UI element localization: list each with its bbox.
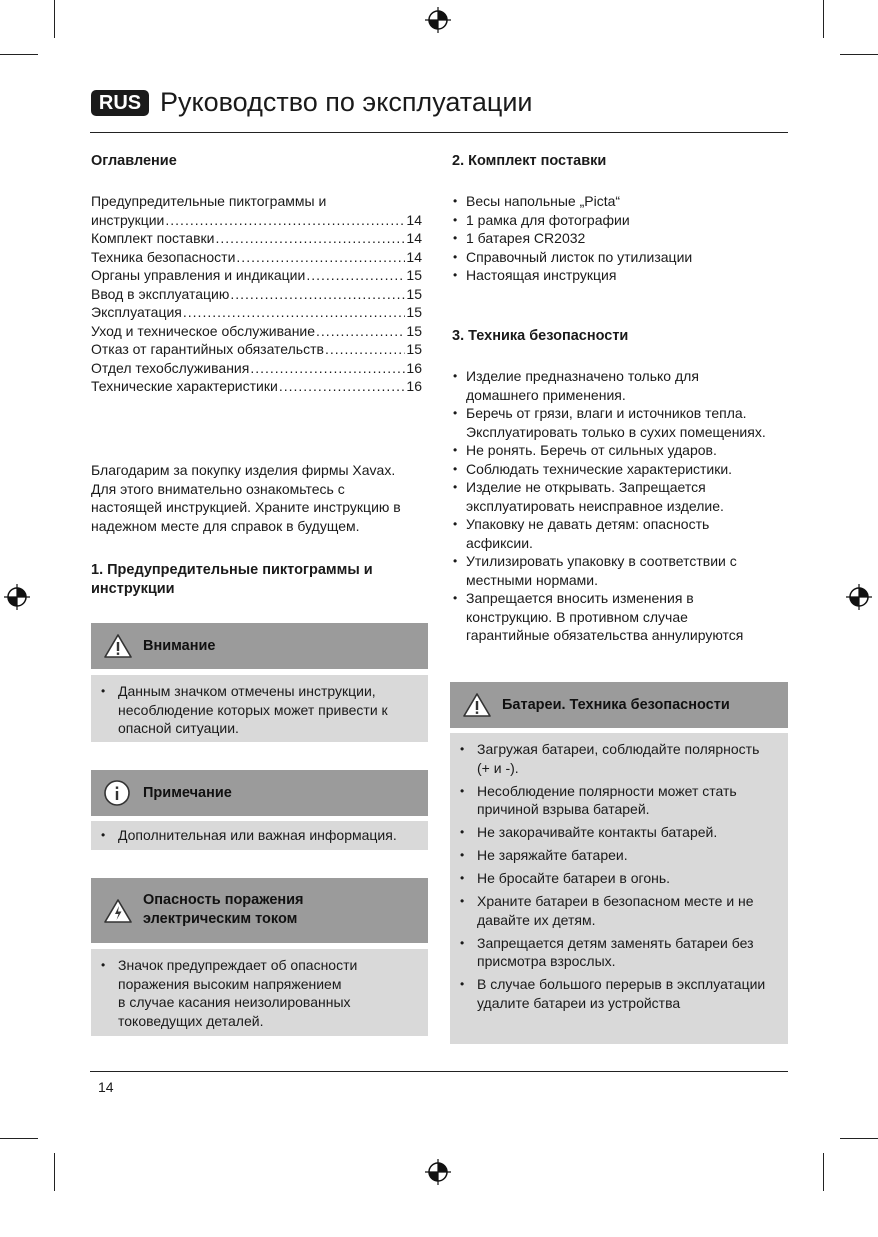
toc-entry-title: Технические характеристики: [91, 378, 278, 394]
crop-mark: [0, 54, 38, 55]
section-2-heading: 2. Комплект поставки: [452, 153, 607, 169]
toc-entry-page: 14: [406, 211, 422, 228]
safety-list: [452, 367, 792, 645]
warning-label: Внимание: [143, 637, 216, 654]
text-line: • Не заряжайте батареи.: [477, 847, 628, 863]
text-line: • Утилизировать упаковку в соответствии с: [466, 553, 737, 569]
label-line: электрическим током: [143, 911, 298, 927]
toc-entry: [91, 340, 422, 359]
list-item: [452, 441, 792, 460]
list-item: [450, 740, 788, 777]
toc-entry-title: Отказ от гарантийных обязательств: [91, 341, 324, 357]
text-line: • Изделие предназначено только для: [466, 368, 699, 384]
toc-entry-page: 16: [406, 378, 422, 394]
batteries-box-body: [450, 733, 788, 1044]
registration-mark-icon: [425, 7, 451, 33]
intro-line: Благодарим за покупку изделия фирмы Xavax.: [91, 462, 396, 478]
toc-entry-page: 14: [406, 248, 422, 265]
footer-rule: [90, 1071, 788, 1072]
list-item: [450, 892, 788, 929]
text-line: опасной ситуации.: [118, 720, 239, 736]
list-item: [452, 478, 792, 515]
label-line: Опасность поражения: [143, 892, 304, 908]
text-line: • Несоблюдение полярности может стать: [477, 782, 737, 799]
page-number: 14: [98, 1079, 114, 1095]
crop-mark: [823, 1153, 824, 1191]
registration-mark-icon: [4, 584, 30, 610]
warning-box-header: [91, 623, 428, 669]
language-badge: RUS: [91, 90, 149, 116]
text-line: • Значок предупреждает об опасности: [118, 957, 358, 973]
text-line: гарантийные обязательства аннулируются: [466, 627, 744, 643]
warning-box-body: [91, 675, 428, 742]
list-item: [91, 956, 428, 1030]
toc-entry-page: 15: [406, 304, 422, 320]
toc-list: [91, 211, 422, 396]
text-line: присмотра взрослых.: [477, 953, 616, 969]
toc-entry-page: 15: [406, 322, 422, 339]
toc-entry-title: Ввод в эксплуатацию: [91, 285, 230, 302]
crop-mark: [840, 1138, 878, 1139]
list-item: • 1 батарея CR2032: [452, 229, 792, 248]
toc-entry-title: Техника безопасности: [91, 248, 236, 265]
text-line: удалите батареи из устройства: [477, 994, 681, 1011]
page-title: Руководство по эксплуатации: [160, 87, 533, 117]
text-line: • Соблюдать технические характеристики.: [466, 460, 733, 477]
text-line: давайте их детям.: [477, 911, 596, 928]
text-line: • Не ронять. Беречь от сильных ударов.: [466, 442, 717, 458]
text-line: поражения высоким напряжением: [118, 975, 342, 992]
crop-mark: [0, 1138, 38, 1139]
list-item: [450, 846, 788, 865]
text-line: • Данным значком отмечены инструкции,: [118, 683, 376, 699]
table-of-contents: [91, 192, 422, 396]
toc-entry-title: инструкции: [91, 211, 165, 228]
text-line: • Запрещается детям заменять батареи без: [477, 934, 754, 951]
toc-entry-page: 16: [406, 359, 422, 376]
text-line: • Упаковку не давать детям: опасность: [466, 516, 710, 532]
note-label: Примечание: [143, 784, 232, 801]
electric-shock-icon: [103, 898, 133, 924]
note-box-body: [91, 821, 428, 850]
toc-entry: [91, 377, 422, 396]
text-line: • Беречь от грязи, влаги и источников тепла.: [466, 405, 747, 421]
batteries-box-header: [450, 682, 788, 728]
toc-intro-line: Предупредительные пиктограммы и: [91, 193, 327, 209]
text-line: • В случае большого перерыв в эксплуатации: [477, 976, 766, 992]
list-item: [91, 682, 428, 738]
text-line: причиной взрыва батарей.: [477, 801, 650, 817]
intro-line: надежном месте для справок в будущем.: [91, 517, 360, 534]
toc-entry: [91, 303, 422, 322]
delivery-list: [452, 192, 792, 285]
toc-entry: [91, 359, 422, 378]
toc-entry: [91, 266, 422, 285]
crop-mark: [823, 0, 824, 38]
list-item: [450, 975, 788, 1012]
list-item: • Справочный листок по утилизации: [452, 248, 792, 267]
crop-mark: [54, 1153, 55, 1191]
registration-mark-icon: [425, 1159, 451, 1185]
text-line: • Храните батареи в безопасном месте и не: [477, 893, 754, 909]
list-item: [452, 552, 792, 589]
toc-entry-page: 14: [406, 230, 422, 246]
toc-entry: [91, 285, 422, 304]
list-item: [452, 404, 792, 441]
list-item: [452, 515, 792, 552]
toc-entry: [91, 322, 422, 341]
toc-entry-page: 15: [406, 285, 422, 302]
list-item: • Дополнительная или важная информация.: [91, 826, 428, 845]
toc-entry-title: Уход и техническое обслуживание: [91, 322, 316, 339]
toc-entry: [91, 211, 422, 230]
text-line: • Запрещается вносить изменения в: [466, 590, 694, 606]
toc-entry: [91, 248, 422, 267]
toc-heading: Оглавление: [91, 153, 177, 169]
list-item: [450, 782, 788, 819]
list-item: • 1 рамка для фотографии: [452, 211, 792, 230]
toc-entry-title: Эксплуатация: [91, 304, 182, 320]
toc-entry-page: 15: [406, 267, 422, 283]
heading-line: инструкции: [91, 581, 175, 597]
toc-entry-title: Органы управления и индикации: [91, 267, 306, 283]
note-box-header: [91, 770, 428, 816]
toc-entry-title: Отдел техобслуживания: [91, 359, 250, 376]
list-item: [450, 934, 788, 971]
text-line: токоведущих деталей.: [118, 1012, 264, 1029]
crop-mark: [840, 54, 878, 55]
text-line: домашнего применения.: [466, 386, 626, 403]
list-item: [452, 367, 792, 404]
text-line: асфиксии.: [466, 534, 533, 551]
list-item: [452, 589, 792, 645]
header-rule: [90, 132, 788, 133]
list-item: • Весы напольные „Picta“: [452, 192, 792, 211]
info-circle-icon: [103, 779, 131, 807]
crop-mark: [54, 0, 55, 38]
warning-triangle-icon: [103, 633, 133, 659]
text-line: • Изделие не открывать. Запрещается: [466, 479, 706, 495]
text-line: конструкцию. В противном случае: [466, 608, 688, 625]
text-line: местными нормами.: [466, 571, 599, 588]
list-item: [452, 460, 792, 479]
text-line: • Загружая батареи, соблюдайте полярность: [477, 741, 760, 757]
text-line: Эксплуатировать только в сухих помещениях.: [466, 423, 766, 440]
list-item: [450, 823, 788, 842]
heading-line: 1. Предупредительные пиктограммы и: [91, 562, 373, 578]
shock-box-body: [91, 949, 428, 1036]
shock-box-header: [91, 878, 428, 943]
toc-entry: [91, 229, 422, 248]
text-line: • Не закорачивайте контакты батарей.: [477, 824, 718, 840]
intro-line: Для этого внимательно ознакомьтесь с: [91, 480, 345, 497]
warning-triangle-icon: [462, 692, 492, 718]
list-item: [450, 869, 788, 888]
shock-label: [143, 891, 304, 929]
toc-entry-page: 15: [406, 341, 422, 357]
text-line: эксплуатировать неисправное изделие.: [466, 497, 724, 514]
text-line: (+ и -).: [477, 759, 519, 776]
registration-mark-icon: [846, 584, 872, 610]
text-line: в случае касания неизолированных: [118, 994, 351, 1010]
toc-entry-title: Комплект поставки: [91, 230, 215, 246]
list-item: • Настоящая инструкция: [452, 266, 792, 285]
intro-paragraph: [91, 461, 426, 535]
batteries-label: Батареи. Техника безопасности: [502, 696, 730, 713]
intro-line: настоящей инструкцией. Храните инструкцию в: [91, 499, 401, 515]
section-1-heading: [91, 561, 426, 599]
text-line: • Не бросайте батареи в огонь.: [477, 870, 671, 886]
text-line: несоблюдение которых может привести к: [118, 701, 388, 718]
section-3-heading: 3. Техника безопасности: [452, 328, 629, 344]
